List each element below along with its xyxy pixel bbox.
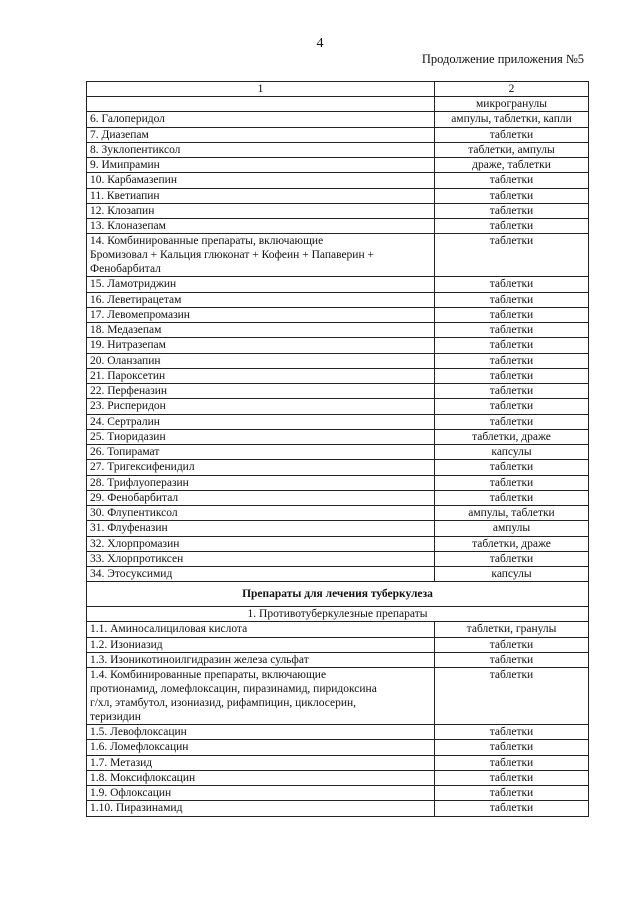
drug-name-cell: 1.3. Изоникотиноилгидразин железа сульфат [87,652,435,667]
dosage-form-cell: таблетки [435,219,589,234]
drug-name-cell: 18. Медазепам [87,323,435,338]
table-row [87,338,589,353]
drug-name-cell: 22. Перфеназин [87,384,435,399]
drug-name-cell: 1.5. Левофлоксацин [87,725,435,740]
table-row [87,490,589,505]
dosage-form-cell: таблетки, драже [435,429,589,444]
dosage-form-cell: таблетки [435,652,589,667]
drug-name-cell: 10. Карбамазепин [87,173,435,188]
table-header-row [87,82,589,97]
drug-name-cell: 32. Хлорпромазин [87,536,435,551]
table-row [87,173,589,188]
dosage-form-cell: таблетки [435,188,589,203]
dosage-form-cell: таблетки [435,551,589,566]
table-row [87,292,589,307]
table-row [87,652,589,667]
drug-name-cell: 14. Комбинированные препараты, включающие Бромизовал + Кальция глюконат + Кофеин + Папаверин + Фенобарбитал [87,234,435,277]
table-row [87,637,589,652]
table-row [87,158,589,173]
drug-name-cell: 7. Диазепам [87,127,435,142]
drug-name-cell: 16. Леветирацетам [87,292,435,307]
drug-name-cell: 1.9. Офлоксацин [87,786,435,801]
table-row [87,399,589,414]
drug-name-cell: 20. Оланзапин [87,353,435,368]
drug-name-cell: 1.8. Моксифлоксацин [87,770,435,785]
drug-name-cell: 11. Кветиапин [87,188,435,203]
dosage-form-cell: таблетки [435,637,589,652]
table-row [87,801,589,816]
dosage-form-cell: таблетки [435,292,589,307]
dosage-form-cell: таблетки [435,234,589,277]
table-row [87,307,589,322]
drug-name-cell [87,97,435,112]
table-row [87,536,589,551]
dosage-form-cell: таблетки [435,384,589,399]
drug-name-cell: 17. Левомепромазин [87,307,435,322]
table-row [87,219,589,234]
dosage-form-cell: таблетки [435,399,589,414]
dosage-form-cell: микрогранулы [435,97,589,112]
table-row [87,740,589,755]
drug-name-cell: 24. Сертралин [87,414,435,429]
tb-section [87,582,589,622]
dosage-form-cell: таблетки [435,460,589,475]
table-row [87,142,589,157]
medication-table [86,81,589,817]
drug-name-cell: 1.6. Ломефлоксацин [87,740,435,755]
dosage-form-cell: ампулы, таблетки, капли [435,112,589,127]
dosage-form-cell: таблетки, ампулы [435,142,589,157]
dosage-form-cell: таблетки [435,414,589,429]
dosage-form-cell: таблетки [435,203,589,218]
table-row [87,203,589,218]
dosage-form-cell: таблетки [435,338,589,353]
column-header-2: 2 [435,82,589,97]
dosage-form-cell: таблетки [435,725,589,740]
table-row [87,460,589,475]
drug-name-cell: 6. Галоперидол [87,112,435,127]
dosage-form-cell: таблетки [435,786,589,801]
dosage-form-cell: таблетки, драже [435,536,589,551]
medication-list [87,97,589,582]
table-row [87,127,589,142]
drug-name-cell: 34. Этосуксимид [87,567,435,582]
drug-name-cell: 12. Клозапин [87,203,435,218]
dosage-form-cell: таблетки [435,770,589,785]
drug-name-cell: 1.2. Изониазид [87,637,435,652]
table-row [87,353,589,368]
section-row [87,582,589,607]
drug-name-cell: 13. Клоназепам [87,219,435,234]
dosage-form-cell: капсулы [435,445,589,460]
drug-name-cell: 1.7. Метазид [87,755,435,770]
drug-name-cell: 8. Зуклопентиксол [87,142,435,157]
dosage-form-cell: капсулы [435,567,589,582]
table-row [87,277,589,292]
drug-name-cell: 19. Нитразепам [87,338,435,353]
table-row [87,786,589,801]
dosage-form-cell: таблетки [435,490,589,505]
drug-name-cell: 30. Флупентиксол [87,506,435,521]
table-row [87,567,589,582]
dosage-form-cell: таблетки [435,668,589,725]
table-row [87,445,589,460]
table-row [87,234,589,277]
table-row [87,429,589,444]
table-row [87,368,589,383]
table-row [87,323,589,338]
dosage-form-cell: таблетки [435,755,589,770]
tb-medication-list [87,622,589,816]
dosage-form-cell: таблетки [435,307,589,322]
dosage-form-cell: таблетки [435,740,589,755]
dosage-form-cell: таблетки [435,353,589,368]
dosage-form-cell: таблетки [435,127,589,142]
drug-name-cell: 33. Хлорпротиксен [87,551,435,566]
table-row [87,414,589,429]
subsection-row [87,607,589,622]
dosage-form-cell: драже, таблетки [435,158,589,173]
drug-name-cell: 15. Ламотриджин [87,277,435,292]
dosage-form-cell: таблетки [435,475,589,490]
dosage-form-cell: таблетки [435,801,589,816]
drug-name-cell: 29. Фенобарбитал [87,490,435,505]
drug-name-cell: 27. Тригексифенидил [87,460,435,475]
table-row [87,188,589,203]
drug-name-cell: 28. Трифлуоперазин [87,475,435,490]
drug-name-cell: 23. Рисперидон [87,399,435,414]
dosage-form-cell: таблетки [435,173,589,188]
drug-name-cell: 25. Тиоридазин [87,429,435,444]
table-row [87,384,589,399]
table-row [87,725,589,740]
table-row [87,475,589,490]
dosage-form-cell: таблетки, гранулы [435,622,589,637]
table-row [87,755,589,770]
drug-name-cell: 1.1. Аминосалициловая кислота [87,622,435,637]
page-number: 4 [316,36,324,51]
section-title: Препараты для лечения туберкулеза [87,582,589,607]
table-row [87,770,589,785]
dosage-form-cell: таблетки [435,277,589,292]
table-row [87,551,589,566]
drug-name-cell: 1.10. Пиразинамид [87,801,435,816]
dosage-form-cell: ампулы, таблетки [435,506,589,521]
column-header-1: 1 [87,82,435,97]
drug-name-cell: 9. Имипрамин [87,158,435,173]
table-row [87,97,589,112]
table-row [87,112,589,127]
continuation-label: Продолжение приложения №5 [421,52,584,66]
table-row [87,521,589,536]
table-row [87,506,589,521]
table-row [87,622,589,637]
dosage-form-cell: таблетки [435,368,589,383]
dosage-form-cell: таблетки [435,323,589,338]
drug-name-cell: 26. Топирамат [87,445,435,460]
table-row [87,668,589,725]
drug-name-cell: 21. Пароксетин [87,368,435,383]
subsection-title: 1. Противотуберкулезные препараты [87,607,589,622]
drug-name-cell: 31. Флуфеназин [87,521,435,536]
drug-name-cell: 1.4. Комбинированные препараты, включающие протионамид, ломефлоксацин, пиразинамид, пиридоксина г/хл, этамбутол, изониазид, рифампицин, циклосерин, теризидин [87,668,435,725]
dosage-form-cell: ампулы [435,521,589,536]
